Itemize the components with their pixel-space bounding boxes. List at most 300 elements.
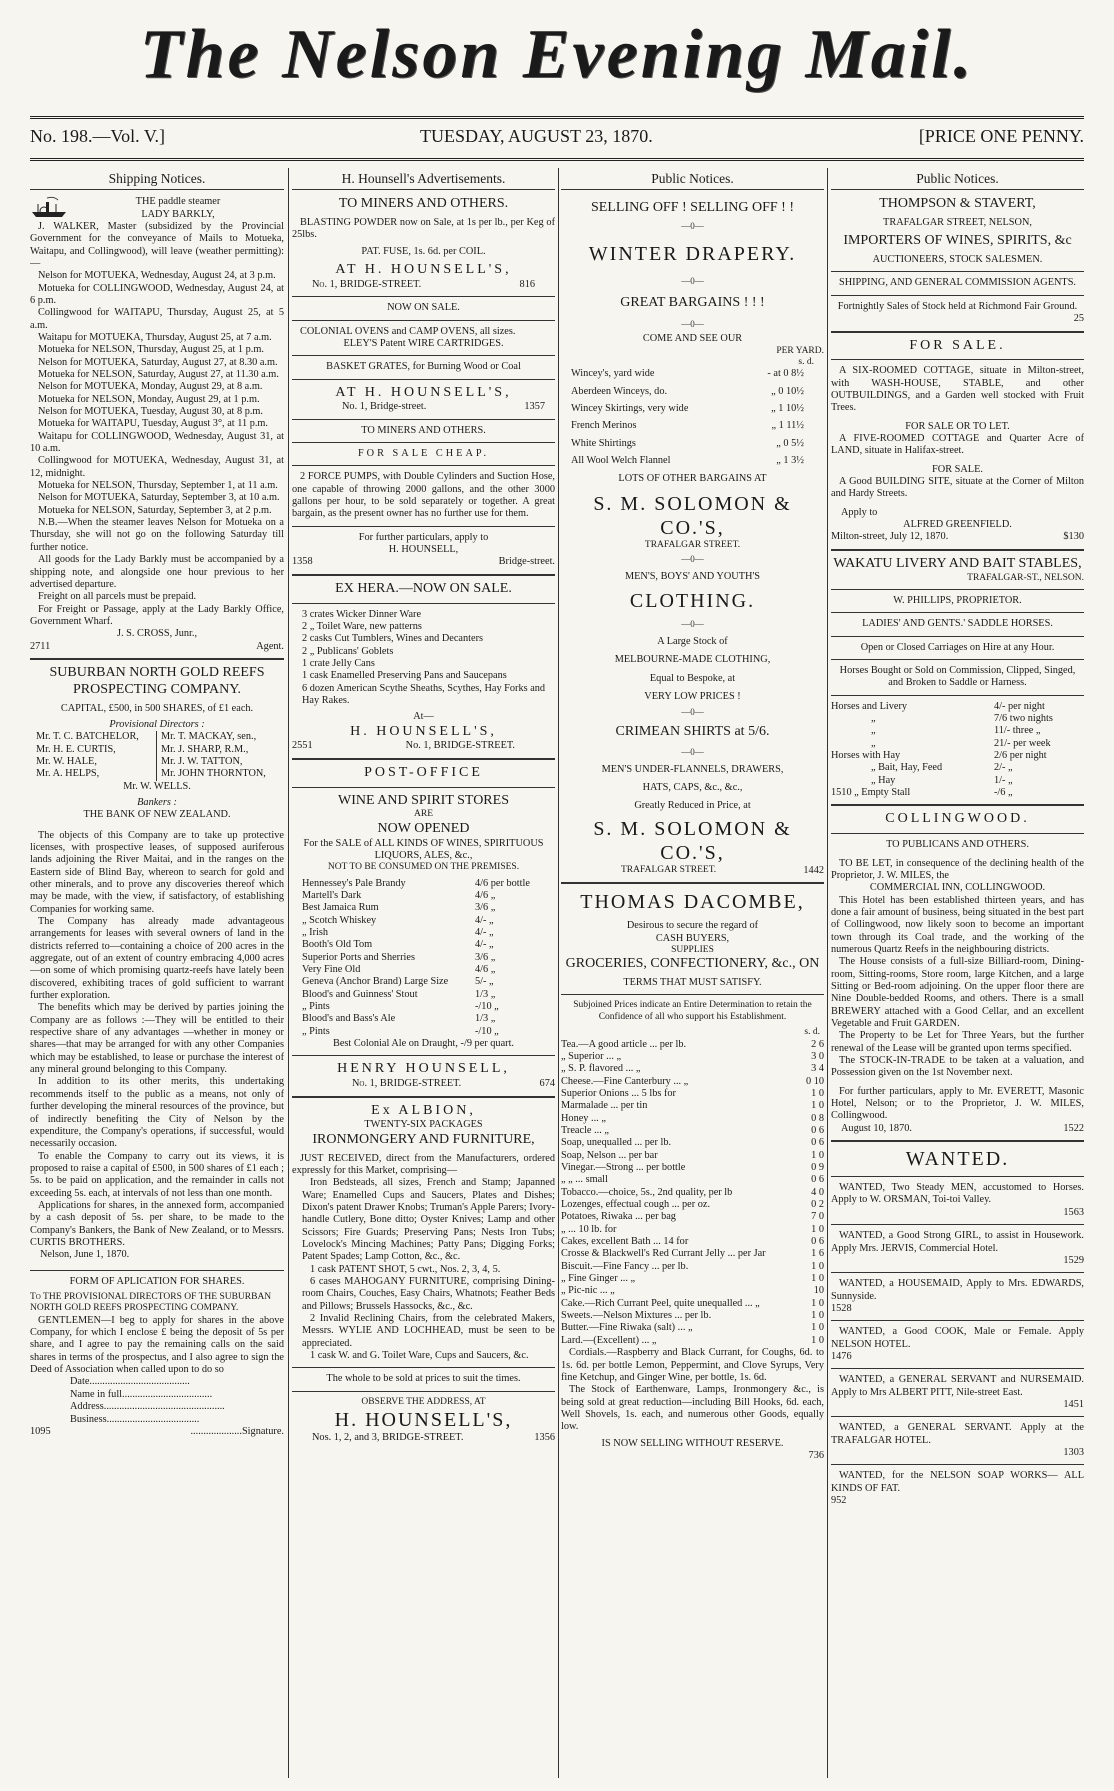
price-row: „ 21/- per week	[871, 737, 1051, 749]
ad-name: ALFRED GREENFIELD.	[903, 519, 1012, 531]
ad-address-line	[292, 556, 555, 568]
price-row: Soap, Nelson ... per bar 1 0	[561, 1149, 824, 1161]
ad-address-line	[831, 531, 1084, 543]
notice-note: N.B.—When the steamer leaves Nelson for Motueka on a Thursday, she will not go on the following Saturday till further notice.	[30, 517, 284, 553]
director-name: Mr. W. HALE,	[36, 755, 97, 767]
list-item: 2 „ Publicans' Goblets	[302, 645, 394, 657]
column-label: s. d.	[804, 1027, 820, 1038]
divider	[831, 612, 1084, 613]
ad-text: WANTED, Two Steady MEN, accustomed to Horses. Apply to W. ORSMAN, Toi-toi Valley.	[831, 1182, 1084, 1206]
divider	[831, 549, 1084, 551]
ad-text: Subjoined Prices indicate an Entire Determination to retain the Confidence of all who support his Establishment.	[573, 1000, 812, 1022]
ad-address-name: AT H. HOUNSELL'S,	[335, 384, 512, 400]
drapery-price-list	[561, 368, 824, 467]
ornament-divider: —0—	[681, 747, 704, 757]
price-row: White Shirtings „ 0 5½	[571, 437, 804, 449]
prospectus-paragraph: The objects of this Company are to take up protective licenses, with prospective leases, of supposed auriferous lands adjoining the River Maitai, and in the ranges on the Eastern side of Blind Bay, whereon to search for gold and other minerals, and to prove any discoveries thereof which may be made, with the view, if satisfactory, of establishing Companies for working same.	[30, 829, 284, 915]
section-header: Shipping Notices.	[30, 170, 284, 190]
ad-number: 1356	[534, 1432, 555, 1444]
price-row: Tea.—A good article ... per lb. 2 6	[561, 1038, 824, 1050]
ad-text: TERMS THAT MUST SATISFY.	[623, 977, 762, 989]
ad-text: Greatly Reduced in Price, at	[634, 800, 751, 812]
ad-heading: FOR SALE OR TO LET.	[905, 420, 1010, 432]
ad-number: 1451	[1063, 1398, 1084, 1410]
ad-name: S. M. SOLOMON & CO.'S,	[593, 817, 792, 864]
divider	[831, 804, 1084, 806]
ad-heading: Ex ALBION,	[371, 1102, 476, 1118]
wanted-ad	[831, 1182, 1084, 1219]
ad-number: 1528	[831, 1302, 852, 1314]
ad-text: A Good BUILDING SITE, situate at the Corner of Milton and Hardy Streets.	[831, 476, 1084, 500]
divider	[831, 271, 1084, 272]
ad-text: VERY LOW PRICES !	[644, 691, 741, 703]
divider	[831, 636, 1084, 637]
ad-text: LADIES' AND GENTS.' SADDLE HORSES.	[862, 618, 1053, 630]
ad-text: For further particulars, apply to	[358, 531, 489, 543]
ad-text: COME AND SEE OUR	[642, 333, 743, 345]
prospectus-paragraph: To enable the Company to carry out its views, it is proposed to raise a capital of £500, in 500 shares of £1 each ; 5s. to be paid on application, and the remainder in calls not exceeding 5s. each, at intervals of not less than one month.	[30, 1150, 284, 1199]
dateline-rule	[30, 158, 1084, 161]
ad-text: The whole to be sold at prices to suit the times.	[326, 1373, 521, 1385]
sailing-item: Motueka for NELSON, Thursday, August 25, at 1 p.m.	[38, 344, 264, 356]
ad-heading: IS NOW SELLING WITHOUT RESERVE.	[601, 1437, 784, 1449]
price-row: Crosse & Blackwell's Red Currant Jelly ... per Jar 1 6	[561, 1248, 824, 1260]
ad-text: A SIX-ROOMED COTTAGE, situate in Milton-street, with WASH-HOUSE, STABLE, and other OUTBUILDINGS, and a Garden well stocked with Fruit Trees.	[831, 365, 1084, 414]
ad-name: WAKATU LIVERY AND BAIT STABLES,	[833, 555, 1082, 571]
ad-number: 1529	[1063, 1254, 1084, 1266]
price-row: Superior Onions ... 5 lbs for 1 0	[561, 1087, 824, 1099]
divider	[831, 1368, 1084, 1369]
sailing-item: Waitapu for MOTUEKA, Thursday, August 25, at 7 a.m.	[38, 331, 272, 343]
price-row: „ 7/6 two nights	[871, 713, 1053, 725]
ornament-divider: —0—	[681, 707, 704, 718]
list-item: 2 casks Cut Tumblers, Wines and Decanters	[302, 633, 483, 645]
ad-text: WANTED, a GENERAL SERVANT. Apply at the TRAFALGAR HOTEL.	[831, 1422, 1084, 1446]
price-row: Tobacco.—choice, 5s., 2nd quality, per lb 4 0	[561, 1186, 824, 1198]
price-row: Booth's Old Tom 4/- „	[302, 939, 494, 951]
sailing-item: Motueka for NELSON, Saturday, September 3, at 2 p.m.	[38, 504, 272, 516]
price-row: Blood's and Bass's Ale 1/3 „	[302, 1013, 496, 1025]
column-divider	[288, 168, 289, 1778]
ad-heading: COMMERCIAL INN, COLLINGWOOD.	[869, 882, 1046, 894]
ad-address-line	[292, 279, 555, 291]
list-item: 6 dozen American Scythe Sheaths, Scythes, Hay Forks and Hay Rakes.	[302, 682, 546, 706]
divider	[831, 295, 1084, 296]
price-row: „ Pic-nic ... „ 10	[561, 1285, 824, 1297]
ad-text: MELBOURNE-MADE CLOTHING,	[614, 654, 771, 666]
ad-heading: GREAT BARGAINS ! ! !	[620, 294, 765, 310]
sailing-item: Motueka for NELSON, Saturday, August 27, at 11.30 a.m.	[38, 369, 279, 380]
ad-heading: TO MINERS AND OTHERS.	[338, 196, 509, 212]
bankers-name: THE BANK OF NEW ZEALAND.	[83, 809, 231, 821]
issue-number: No. 198.—Vol. V.]	[30, 126, 166, 146]
ad-address-line	[561, 865, 824, 877]
ornament-divider: —0—	[681, 554, 704, 565]
wanted-ad	[831, 1470, 1084, 1507]
ad-name: THOMAS DACOMBE,	[580, 891, 805, 914]
price-row: Wincey Skirtings, very wide „ 1 10½	[571, 402, 804, 414]
ad-address: Nos. 1, 2, and 3, BRIDGE-STREET.	[312, 1432, 464, 1444]
ad-number: 1358	[292, 556, 313, 568]
ad-heading: AUCTIONEERS, STOCK SALESMEN.	[872, 254, 1043, 266]
ad-heading: TO MINERS AND OTHERS.	[361, 424, 486, 436]
ad-text: NOT TO BE CONSUMED ON THE PREMISES.	[327, 862, 520, 873]
ad-text: At—	[413, 711, 434, 723]
price-row: Butter.—Fine Riwaka (salt) ... „ 1 0	[561, 1322, 824, 1334]
ad-text: TWENTY-SIX PACKAGES	[364, 1119, 483, 1131]
ad-name: S. M. SOLOMON & CO.'S,	[593, 492, 792, 539]
grocery-price-list	[561, 1039, 824, 1348]
issue-price: [PRICE ONE PENNY.	[918, 126, 1084, 146]
form-field: Address...............................................	[70, 1401, 225, 1413]
dateline	[30, 126, 1084, 152]
wanted-ad	[831, 1374, 1084, 1411]
director-name: Mr. J. SHARP, R.M.,	[161, 743, 249, 755]
wanted-ad	[831, 1422, 1084, 1459]
ad-address: No. 1, BRIDGE-STREET.	[352, 1078, 462, 1090]
ad-heading: FOR SALE.	[909, 337, 1006, 353]
directors-label: Provisional Directors :	[109, 718, 205, 730]
ad-address: No. 1, BRIDGE-STREET.	[312, 278, 422, 290]
director-name: Mr. J. W. TATTON,	[161, 755, 243, 767]
divider	[831, 659, 1084, 660]
wanted-heading: WANTED.	[905, 1148, 1010, 1171]
column-public-notices-2	[831, 170, 1084, 1778]
wanted-ad	[831, 1278, 1084, 1315]
ad-address: No. 1, Bridge-street.	[342, 401, 427, 413]
price-row: Aberdeen Winceys, do. „ 0 10½	[571, 385, 804, 397]
ad-heading: NOW ON SALE.	[387, 302, 460, 314]
divider	[831, 833, 1084, 834]
column-label: s. d.	[798, 356, 814, 367]
divider	[831, 1272, 1084, 1273]
ad-text: For the SALE of ALL KINDS OF WINES, SPIRITUOUS LIQUORS, ALES, &c.,	[303, 837, 544, 861]
steamer-intro: THE paddle steamer	[135, 196, 221, 208]
form-field: Name in full...................................	[70, 1388, 213, 1400]
agent-role: Agent.	[256, 640, 284, 652]
sailing-item: Motueka for COLLINGWOOD, Wednesday, August 24, at 6 p.m.	[30, 282, 284, 306]
ad-text: WANTED, for the NELSON SOAP WORKS— ALL KINDS OF FAT.	[831, 1470, 1084, 1494]
prospectus-date: Nelson, June 1, 1870.	[40, 1249, 130, 1261]
divider	[292, 320, 555, 321]
price-row: „ 11/- three „	[871, 725, 1041, 737]
price-row: Marmalade ... per tin 1 0	[561, 1100, 824, 1112]
director-name: Mr. T. MACKAY, sen.,	[161, 731, 257, 743]
newspaper-title: The Nelson Evening Mail.	[139, 16, 975, 93]
divider	[831, 1140, 1084, 1142]
ad-name: HENRY HOUNSELL,	[337, 1061, 510, 1077]
ad-address-line	[292, 740, 555, 752]
ad-number: 25	[1073, 313, 1084, 325]
divider	[292, 379, 555, 380]
divider	[292, 1391, 555, 1392]
list-item: 1 cask PATENT SHOT, 5 cwt., Nos. 2, 3, 4, 5.	[310, 1263, 501, 1275]
price-row: „ „ ... small 0 6	[561, 1174, 824, 1186]
ad-number: 736	[808, 1449, 824, 1461]
ad-text: BASKET GRATES, for Burning Wood or Coal	[326, 361, 521, 373]
ad-text: Open or Closed Carriages on Hire at any Hour.	[860, 641, 1055, 653]
divider	[831, 589, 1084, 590]
divider	[292, 1055, 555, 1056]
divider	[831, 1416, 1084, 1417]
sailing-item: Nelson for MOTUEKA, Monday, August 29, at 8 a.m.	[38, 381, 263, 393]
ad-address-line	[831, 1123, 1084, 1135]
divider	[292, 465, 555, 466]
ad-text: WANTED, a Good Strong GIRL, to assist in Housework. Apply Mrs. JERVIS, Commercial Hotel.	[831, 1230, 1084, 1254]
ad-text: This Hotel has been established thirteen years, and has done a fair amount of business, being situated in the best part of Collingwood, now likely soon to become an important town through its Coal trade, and the working of the numerous Quartz Reefs in the neighbouring districts.	[831, 894, 1084, 955]
price-row: Hennessey's Pale Brandy 4/6 per bottle	[302, 877, 530, 889]
livery-price-list	[831, 701, 1084, 800]
ad-name: H. HOUNSELL,	[388, 544, 459, 556]
ad-heading: SELLING OFF ! SELLING OFF ! !	[591, 200, 794, 216]
ad-heading: FOR SALE CHEAP.	[357, 448, 490, 460]
ad-heading: FOR SALE.	[932, 463, 983, 475]
ornament-divider: —0—	[681, 275, 704, 286]
ad-text: BLASTING POWDER now on Sale, at 1s per lb., per Keg of 25lbs.	[292, 216, 555, 241]
price-row: Very Fine Old 4/6 „	[302, 964, 496, 976]
prospectus-paragraph: The Company has already made advantageous arrangements for leases with several owners of land in the districts referred to—containing a choice of 200 acres in the aggregate, out of an extent of country embracing 4,000 acres—on some of which promising quartz-reefs have lately been discovered, exhibiting traces of gold sufficient to warrant further exploration.	[30, 916, 284, 1002]
divider	[831, 359, 1084, 360]
ad-text: ELEY'S Patent WIRE CARTRIDGES.	[343, 337, 504, 349]
prospectus-paragraph: In addition to its other merits, this undertaking recommends itself to the public as a means, not only of further developing the mineral resources of the province, but of indirectly benefiting the City of Nelson by the expenditure, the Company's operations, if successful, would necessarily occasion.	[30, 1076, 284, 1150]
sailing-item: Nelson for MOTUEKA, Tuesday, August 30, at 8 p.m.	[38, 406, 264, 418]
ad-text: The Stock of Earthenware, Lamps, Ironmongery &c., is being sold at great reduction—including Bill Hooks, 6d. each, Well Shovels, 1s. each, and numerous other Goods, equally low.	[561, 1384, 824, 1433]
sailing-item: Motueka for NELSON, Monday, August 29, at 1 p.m.	[38, 393, 260, 405]
ad-heading: WINTER DRAPERY.	[588, 242, 797, 265]
price-row: Lozenges, effectual cough ... per oz. 0 2	[561, 1199, 824, 1211]
bankers-label: Bankers :	[137, 796, 177, 808]
ad-text: MEN'S UNDER-FLANNELS, DRAWERS,	[601, 763, 784, 775]
ad-heading: IRONMONGERY AND FURNITURE,	[312, 1131, 535, 1147]
ad-name: THOMPSON & STAVERT,	[879, 196, 1036, 212]
ornament-divider: —0—	[681, 220, 704, 231]
wanted-ad	[831, 1230, 1084, 1267]
ad-name: H. HOUNSELL'S,	[334, 1409, 513, 1432]
ad-text: Equal to Bespoke, at	[649, 672, 736, 684]
column-public-notices-1	[561, 170, 824, 1778]
divider	[831, 331, 1084, 333]
ad-text: A FIVE-ROOMED COTTAGE and Quarter Acre of LAND, situate in Halifax-street.	[831, 433, 1084, 457]
agent-name: J. S. CROSS, Junr.,	[116, 628, 198, 640]
wine-price-list	[292, 878, 555, 1038]
price-row: Cakes, excellent Bath ... 14 for 0 6	[561, 1236, 824, 1248]
divider	[831, 1224, 1084, 1225]
ad-text: CASH BUYERS,	[655, 932, 730, 944]
sailing-item: Nelson for MOTUEKA, Saturday, August 27, at 8.30 a.m.	[38, 356, 278, 368]
list-item: 3 crates Wicker Dinner Ware	[302, 608, 422, 620]
price-row: Martell's Dark 4/6 „	[302, 890, 496, 901]
divider	[292, 787, 555, 788]
price-row: All Wool Welch Flannel „ 1 3½	[571, 455, 804, 467]
ad-text: The Property to be Let for Three Years, but the further renewal of the Lease will be granted upon terms specified.	[831, 1030, 1084, 1054]
column-shipping	[30, 170, 284, 1778]
divider	[292, 442, 555, 443]
notice-note: Freight on all parcels must be prepaid.	[38, 591, 197, 603]
ad-text: Cordials.—Raspberry and Black Currant, for Coughs, 6d. to 1s. 6d. per bottle Lemon, Peppermint, and Clove Syrups, Very fine Ketchup, and Ginger Wine, per bottle, 1s. 6d.	[561, 1347, 824, 1383]
price-row: Sweets.—Nelson Mixtures ... per lb. 1 0	[561, 1310, 824, 1322]
divider	[292, 419, 555, 420]
price-row: „ Hay 1/- „	[871, 774, 1013, 786]
form-signature-line	[30, 1426, 284, 1438]
ad-address: TRAFALGAR-ST., NELSON.	[967, 572, 1084, 583]
price-row: 1510 „ Empty Stall -/6 „	[831, 787, 1013, 799]
company-capital: CAPITAL, £500, in 500 SHARES, of £1 each.	[60, 702, 254, 714]
ad-address-name: AT H. HOUNSELL'S,	[335, 262, 512, 278]
ad-number: 674	[539, 1078, 555, 1090]
ad-text: A Large Stock of	[657, 636, 728, 648]
wanted-ad	[831, 1326, 1084, 1363]
column-hounsell	[292, 170, 555, 1778]
ad-address: TRAFALGAR STREET.	[644, 539, 741, 550]
ad-heading: POST-OFFICE	[364, 764, 483, 780]
ad-address-line	[292, 1078, 555, 1090]
agent-line	[30, 641, 284, 653]
director-name: Mr. H. E. CURTIS,	[36, 743, 116, 755]
divider	[292, 296, 555, 297]
ad-address: Bridge-street.	[498, 556, 555, 568]
ad-number: 1095	[30, 1425, 51, 1437]
ad-heading: CRIMEAN SHIRTS at 5/6.	[615, 724, 770, 740]
section-header: H. Hounsell's Advertisements.	[292, 170, 555, 190]
ad-text: LOTS OF OTHER BARGAINS AT	[618, 473, 767, 485]
director-name: Mr. A. HELPS,	[36, 768, 100, 780]
ornament-divider: —0—	[681, 619, 704, 630]
price-row: „ Pints -/10 „	[302, 1025, 499, 1037]
price-row: „ Bait, Hay, Feed 2/- „	[871, 762, 1013, 774]
divider	[831, 1176, 1084, 1177]
price-row: French Merinos „ 1 11½	[571, 420, 804, 432]
column-label: PER YARD.	[776, 345, 824, 356]
ad-address: TRAFALGAR STREET, NELSON,	[883, 216, 1032, 228]
ad-text: Horses Bought or Sold on Commission, Clipped, Singed, and Broken to Saddle or Harness.	[839, 664, 1076, 689]
list-item: 6 cases MAHOGANY FURNITURE, comprising Dining-room Chairs, Couches, Easy Chairs, Whatnots; Feather Beds and Pillows; Brussels Hassocks, &c., &c.	[302, 1275, 555, 1312]
price-row: „ S. P. flavored ... „ 3 4	[561, 1063, 824, 1075]
ad-text: PAT. FUSE, 1s. 6d. per COIL.	[361, 245, 486, 257]
ad-text: For further particulars, apply to Mr. EVERETT, Masonic Hotel, Nelson; or to the Proprietor, J. W. MILES, Collingwood.	[831, 1085, 1084, 1122]
price-row: Vinegar.—Strong ... per bottle 0 9	[561, 1162, 824, 1173]
ad-text: The STOCK-IN-TRADE to be taken at a valuation, and Possession given on the 1st November next.	[831, 1055, 1084, 1079]
ad-number: 1522	[1063, 1122, 1084, 1134]
ad-address: No. 1, BRIDGE-STREET.	[405, 740, 515, 752]
ad-heading: GROCERIES, CONFECTIONERY, &c., ON	[565, 956, 820, 972]
steamer-name: LADY BARKLY,	[141, 208, 215, 220]
price-row: Biscuit.—Fine Fancy ... per lb. 1 0	[561, 1260, 824, 1272]
ad-text: JUST RECEIVED, direct from the Manufacturers, ordered expressly for this Market, comprising—	[292, 1152, 555, 1176]
divider	[292, 603, 555, 604]
ad-number: 1563	[1063, 1206, 1084, 1218]
ad-number: 816	[519, 278, 535, 290]
divider	[292, 526, 555, 527]
form-addressee: To THE PROVISIONAL DIRECTORS OF THE SUBURBAN NORTH GOLD REEFS PROSPECTING COMPANY.	[30, 1291, 272, 1314]
ad-text: OBSERVE THE ADDRESS, AT	[361, 1396, 486, 1407]
price-row: Blood's and Guinness' Stout 1/3 „	[302, 988, 496, 1000]
ad-text: Best Colonial Ale on Draught, -/9 per quart.	[332, 1038, 515, 1050]
masthead-rule	[30, 116, 1084, 119]
ad-text: Apply to	[841, 506, 878, 518]
masthead	[0, 0, 1114, 118]
form-field: Business....................................	[70, 1413, 200, 1425]
price-row: Potatoes, Riwaka ... per bag 7 0	[561, 1211, 824, 1223]
ad-number: 1303	[1063, 1446, 1084, 1458]
ad-text: WANTED, a HOUSEMAID, Apply to Mrs. EDWARDS, Sunnyside.	[831, 1278, 1084, 1302]
ad-number: 2711	[30, 640, 51, 652]
ad-date: August 10, 1870.	[841, 1122, 912, 1134]
ad-text: ARE	[414, 809, 433, 820]
divider	[292, 758, 555, 760]
ornament-divider: —0—	[681, 319, 704, 330]
notice-note: All goods for the Lady Barkly must be accompanied by a shipping note, and alongside one hour previous to her advertised departure.	[30, 554, 284, 590]
price-row: Geneva (Anchor Brand) Large Size 5/- „	[302, 976, 494, 988]
list-item: 1 cask W. and G. Toilet Ware, Cups and Saucers, &c.	[310, 1350, 529, 1362]
steamer-notice	[30, 196, 284, 653]
ad-number: 2551	[292, 740, 313, 752]
ad-number: 1442	[803, 864, 824, 876]
divider	[292, 1367, 555, 1368]
divider	[292, 355, 555, 356]
ad-number: $130	[1063, 531, 1084, 543]
column-divider	[827, 168, 828, 1778]
price-row: „ Fine Ginger ... „ 1 0	[561, 1273, 824, 1285]
price-row: Lard.—(Excellent) ... „ 1 0	[561, 1334, 824, 1346]
divider	[292, 574, 555, 576]
ad-text: TO BE LET, in consequence of the declining health of the Proprietor, J. W. MILES, the	[831, 857, 1084, 881]
ad-text: 2 FORCE PUMPS, with Double Cylinders and Suction Hose, one capable of throwing 2000 gallons, and the other 3000 gallons per hour, to be sold separately or together. A great bargain, as the present owner has no further use for them.	[292, 471, 555, 520]
divider	[561, 882, 824, 884]
divider	[292, 1096, 555, 1098]
ad-text: WANTED, a Good COOK, Male or Female. Apply NELSON HOTEL.	[831, 1326, 1084, 1350]
ad-heading: NOW OPENED	[377, 820, 470, 836]
prospectus-paragraph: The benefits which may be derived by parties joining the Company are as follows :—They will be entitled to their respective share of any advantages —whether in money or shares—that may be arranged for with any other Companies which may be established, to lease or purchase the interest of any mineral ground belonging to this Company.	[30, 1002, 284, 1076]
price-row: Soap, unequalled ... per lb. 0 6	[561, 1137, 824, 1149]
ad-text: Fortnightly Sales of Stock held at Richmond Fair Ground.	[837, 300, 1078, 312]
ad-heading: COLLINGWOOD.	[885, 811, 1030, 827]
divider	[561, 994, 824, 995]
form-field: Date.......................................	[70, 1376, 190, 1388]
ad-text: The House consists of a full-size Billiard-room, Dining-room, Sitting-rooms, Store room, large Kitchen, and a large Sitting or Bed-room adjoining. On the upper floor there are Nine Double-bedded Rooms, and others. There is a small BREWERY attached with a Good Cellar, and an excellent Vegetable and Fruit GARDEN.	[831, 956, 1084, 1030]
ad-text: SUPPLIES	[671, 944, 714, 955]
ad-number: 1357	[524, 401, 545, 413]
ad-heading: EX HERA.—NOW ON SALE.	[335, 580, 512, 596]
price-row: „ Superior ... „ 3 0	[561, 1050, 824, 1062]
price-row: Cake.—Rich Currant Peel, quite unequalled ... „ 1 0	[561, 1297, 824, 1309]
steamer-text: J. WALKER, Master (subsidized by the Provincial Government for the conveyance of Mails to Motueka, Waitapu, and Collingwood), will leave (weather permitting):—	[30, 220, 284, 269]
ad-text: SHIPPING, AND GENERAL COMMISSION AGENTS.	[838, 277, 1077, 289]
sailing-item: Collingwood for WAITAPU, Thursday, August 25, at 5 a.m.	[30, 307, 284, 331]
notice-note: For Freight or Passage, apply at the Lady Barkly Office, Government Wharf.	[30, 603, 284, 627]
sailing-item: Motueka for NELSON, Thursday, September 1, at 11 a.m.	[38, 480, 278, 492]
ad-address-line	[292, 1432, 555, 1444]
ad-heading: IMPORTERS OF WINES, SPIRITS, &c	[843, 233, 1072, 249]
ad-heading: TO PUBLICANS AND OTHERS.	[886, 839, 1029, 851]
list-item: 1 cask Enamelled Preserving Pans and Saucepans	[302, 670, 507, 682]
sailing-item: Motueka for WAITAPU, Tuesday, August 3°, at 11 p.m.	[38, 418, 269, 430]
ad-text: W. PHILLIPS, PROPRIETOR.	[893, 594, 1022, 606]
price-row: Best Jamaica Rum 3/6 „	[302, 902, 496, 914]
company-title: SUBURBAN NORTH GOLD REEFS PROSPECTING COMPANY.	[49, 664, 265, 697]
price-row: Cheese.—Fine Canterbury ... „ 0 10	[561, 1075, 824, 1087]
list-item: 1 crate Jelly Cans	[302, 657, 375, 669]
director-name: Mr. W. WELLS.	[123, 780, 191, 792]
divider	[831, 695, 1084, 696]
sailing-item: Nelson for MOTUEKA, Wednesday, August 24, at 3 p.m.	[38, 270, 276, 282]
price-row: Honey ... „ 0 8	[561, 1112, 824, 1124]
form-signature: ....................Signature.	[190, 1425, 284, 1437]
ad-address-line	[292, 401, 555, 413]
ad-text: WANTED, a GENERAL SERVANT and NURSEMAID. Apply to Mrs ALBERT PITT, Nile-street East.	[831, 1374, 1084, 1398]
divider	[30, 658, 284, 660]
ad-text: COLONIAL OVENS and CAMP OVENS, all sizes.	[300, 325, 516, 337]
divider	[831, 1320, 1084, 1321]
